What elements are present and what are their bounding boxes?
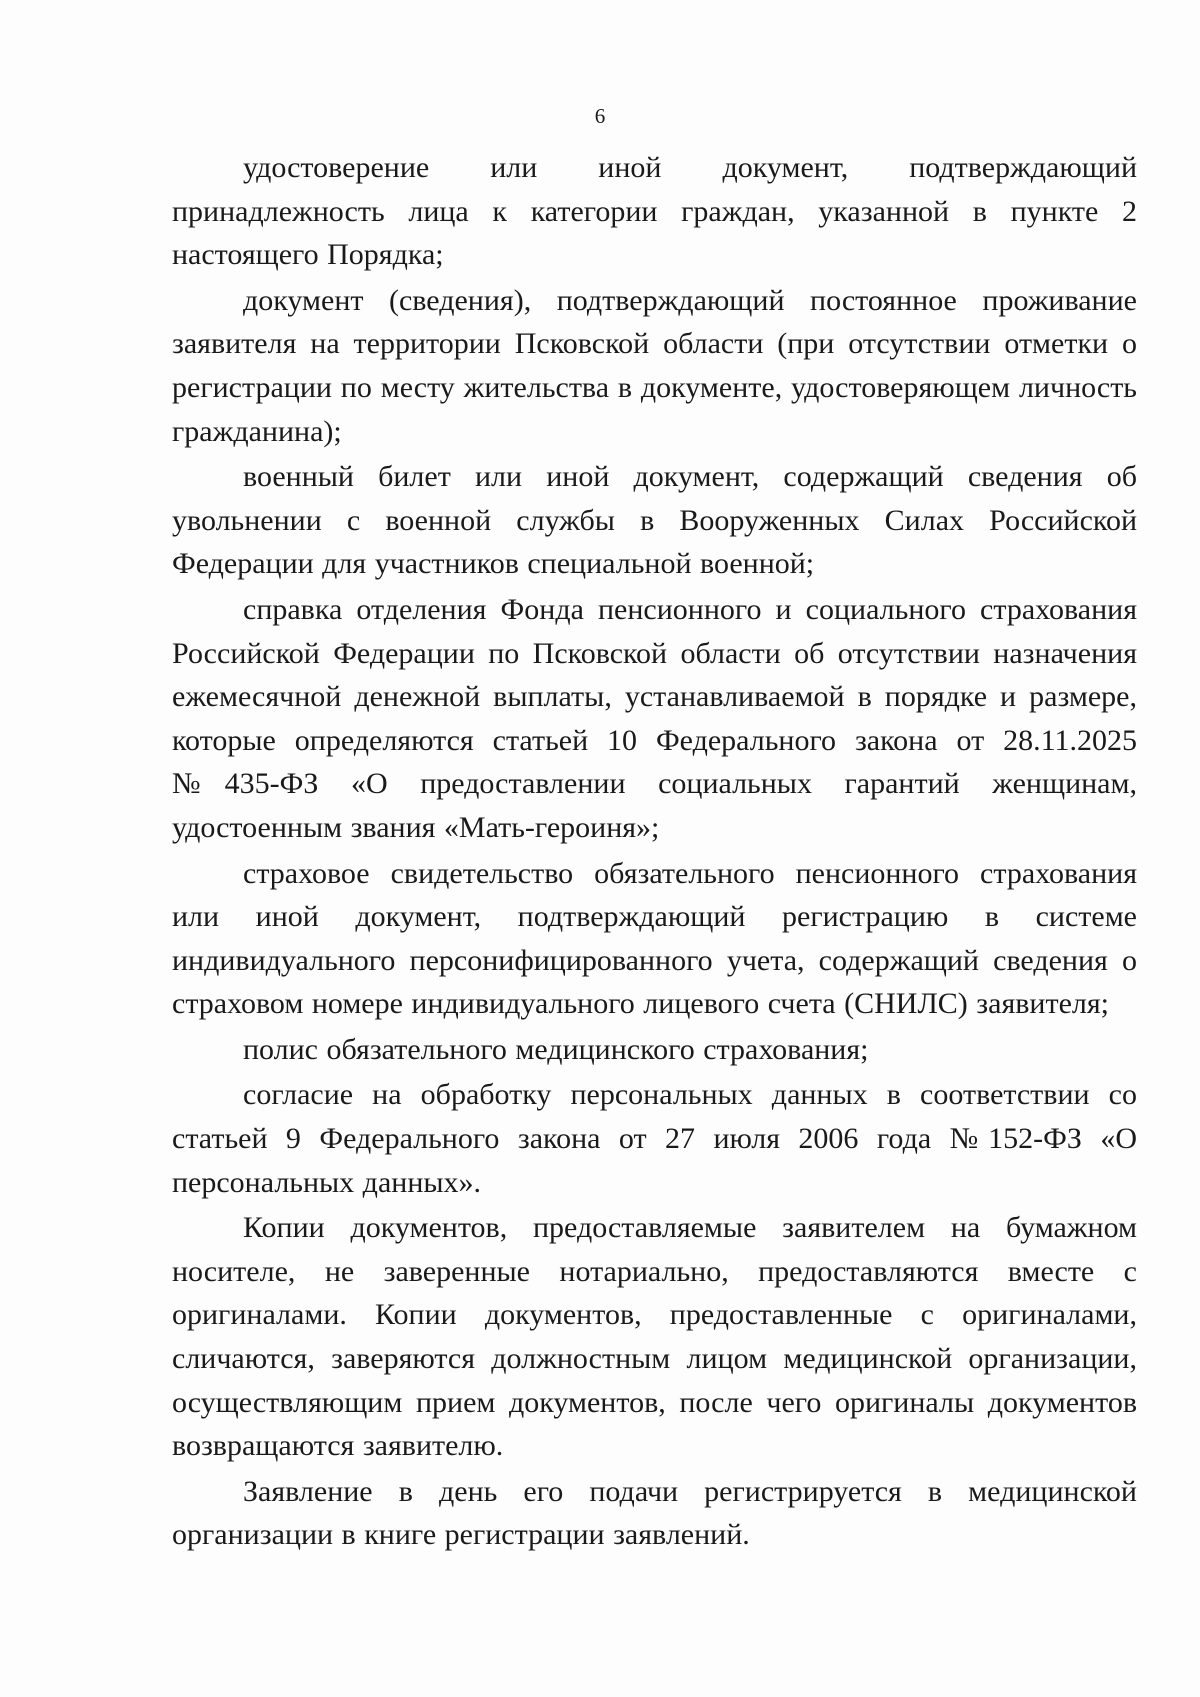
page-number: 6 — [594, 104, 606, 128]
paragraph-document-copies: Копии документов, предоставляемые заявителем на бумажном носителе, не заверенные нотариально, предоставляются вместе с оригиналами. Копии документов, предоставленные с оригиналами, сличаются, заверяются должностным лицом медицинской организации, осуществляющим прием документов, после чего оригиналы документов возвращаются заявителю. — [172, 1211, 1137, 1463]
paragraph-residence-document: документ (сведения), подтверждающий постоянное проживание заявителя на территории Псковской области (при отсутствии отметки о регистрации по месту жительства в документе, удостоверяющем личность гражданина); — [172, 283, 1137, 448]
paragraph-application-registration: Заявление в день его подачи регистрируется в медицинской организации в книге регистрации заявлений. — [172, 1474, 1137, 1552]
paragraph-personal-data-consent: согласие на обработку персональных данных в соответствии со статьей 9 Федерального закона от 27 июля 2006 года №152-ФЗ «О персональных данных». — [172, 1078, 1137, 1199]
paragraph-medical-policy: полис обязательного медицинского страхования; — [243, 1032, 869, 1066]
paragraph-military-document: военный билет или иной документ, содержащий сведения об увольнении с военной службы в Вооруженных Силах Российской Федерации для участников специальной военной; — [172, 460, 1137, 581]
paragraph-pension-fund-certificate: справка отделения Фонда пенсионного и социального страхования Российской Федерации по Псковской области об отсутствии назначения ежемесячной денежной выплаты, устанавливаемой в порядке и размере, которые определяются статьей 10 Федерального закона от 28.11.2025 №435-ФЗ «О предоставлении социальных гарантий женщинам, удостоенным звания «Мать-героиня»; — [172, 592, 1137, 844]
document-body — [172, 146, 1137, 1557]
paragraph-identity-document: удостоверение или иной документ, подтверждающий принадлежность лица к категории граждан, указанной в пункте 2 настоящего Порядка; — [172, 151, 1137, 272]
paragraph-snils-document: страховое свидетельство обязательного пенсионного страхования или иной документ, подтверждающий регистрацию в системе индивидуального персонифицированного учета, содержащий сведения о страховом номере индивидуального лицевого счета (СНИЛС) заявителя; — [172, 856, 1137, 1021]
